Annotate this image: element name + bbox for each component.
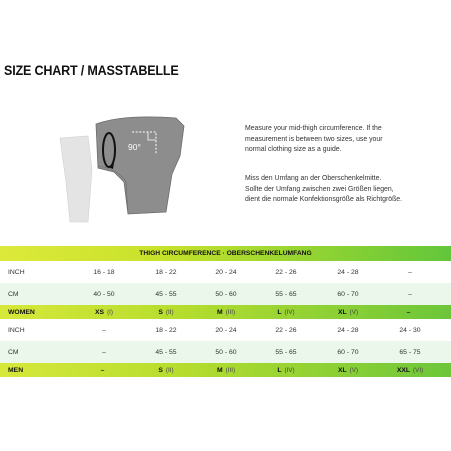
table-row-women-sizes: WOMEN XS (I) S (II) M (III) L (IV) XL (V) – <box>0 305 451 319</box>
size-chart-table <box>0 246 451 377</box>
angle-label: 90° <box>128 142 141 152</box>
description-german: Miss den Umfang an der Oberschenkelmitte. Sollte der Umfang zwischen zwei Größen liegen, dient die normale Konfektionsgröße als Richtgröße. <box>245 175 403 203</box>
table-row-women-inch: INCH 16 - 18 18 - 22 20 - 24 22 - 26 24 - 28 – <box>8 268 412 276</box>
thigh-measurement-illustration <box>58 110 188 225</box>
table-row-men-inch: INCH – 18 - 22 20 - 24 22 - 26 24 - 28 24 - 30 <box>8 326 421 334</box>
description-english: Measure your mid-thigh circumference. If the measurement is between two sizes, use your normal clothing size as a guide. <box>245 125 383 153</box>
page-title: SIZE CHART / MASSTABELLE <box>4 63 179 78</box>
compression-short <box>96 117 184 214</box>
table-row-men-cm: CM – 45 - 55 50 - 60 55 - 65 60 - 70 65 - 75 <box>0 341 451 363</box>
leg-silhouette <box>60 136 92 222</box>
table-row-men-sizes: MEN – S (II) M (III) L (IV) XL (V) XXL (VI) <box>0 363 451 377</box>
table-header: THIGH CIRCUMFERENCE · OBERSCHENKELUMFANG <box>0 246 451 261</box>
table-row-women-cm: CM 40 - 50 45 - 55 50 - 60 55 - 65 60 - 70 – <box>0 283 451 305</box>
